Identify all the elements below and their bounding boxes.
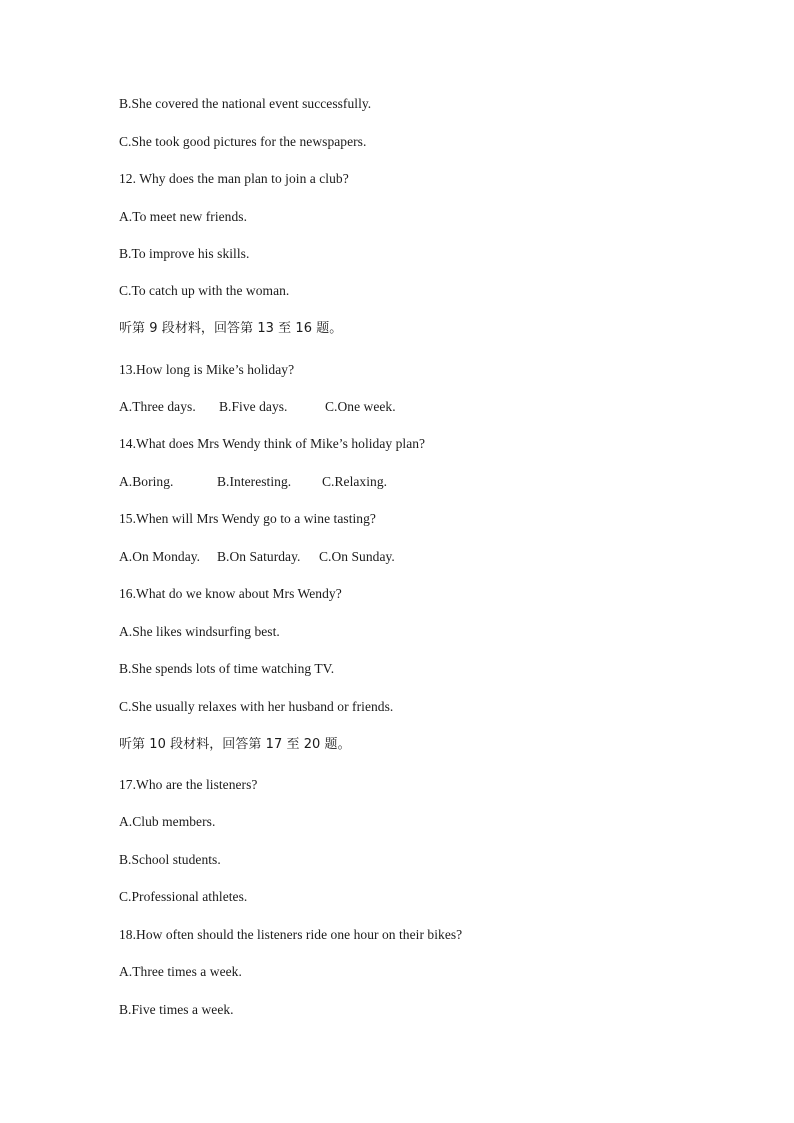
q13-option-c: C.One week. bbox=[325, 399, 396, 414]
q13-option-b: B.Five days. bbox=[219, 399, 288, 414]
q12-option-c: C.To catch up with the woman. bbox=[119, 283, 290, 298]
q12-option-a: A.To meet new friends. bbox=[119, 209, 247, 224]
q11-option-b: B.She covered the national event successfully. bbox=[119, 96, 372, 111]
q14-options bbox=[119, 473, 387, 491]
q14-option-a: A.Boring. bbox=[119, 474, 174, 489]
section-9-instruction: 听第 9 段材料，回答第 13 至 16 题。 bbox=[119, 321, 343, 336]
q18-option-b: B.Five times a week. bbox=[119, 1002, 234, 1017]
q17-question: 17.Who are the listeners? bbox=[119, 777, 258, 792]
q16-option-a: A.She likes windsurfing best. bbox=[119, 624, 280, 639]
q12-question: 12. Why does the man plan to join a club? bbox=[119, 171, 349, 186]
q18-option-a: A.Three times a week. bbox=[119, 964, 242, 979]
q17-option-c: C.Professional athletes. bbox=[119, 889, 248, 904]
q17-option-b: B.School students. bbox=[119, 852, 221, 867]
q17-option-a: A.Club members. bbox=[119, 814, 216, 829]
section-10-instruction: 听第 10 段材料，回答第 17 至 20 题。 bbox=[119, 737, 351, 752]
q14-question: 14.What does Mrs Wendy think of Mike’s holiday plan? bbox=[119, 436, 426, 451]
q13-question: 13.How long is Mike’s holiday? bbox=[119, 362, 295, 377]
q15-option-b: B.On Saturday. bbox=[217, 549, 301, 564]
q14-option-c: C.Relaxing. bbox=[322, 474, 388, 489]
q13-option-a: A.Three days. bbox=[119, 399, 196, 414]
q15-question: 15.When will Mrs Wendy go to a wine tasting? bbox=[119, 511, 376, 526]
q16-option-c: C.She usually relaxes with her husband or friends. bbox=[119, 699, 394, 714]
q18-question: 18.How often should the listeners ride one hour on their bikes? bbox=[119, 927, 463, 942]
q15-option-c: C.On Sunday. bbox=[319, 549, 395, 564]
q12-option-b: B.To improve his skills. bbox=[119, 246, 250, 261]
q16-question: 16.What do we know about Mrs Wendy? bbox=[119, 586, 342, 601]
q14-option-b: B.Interesting. bbox=[217, 474, 292, 489]
q11-option-c: C.She took good pictures for the newspapers. bbox=[119, 134, 367, 149]
q15-options bbox=[119, 548, 395, 566]
q13-options bbox=[119, 398, 396, 416]
q16-option-b: B.She spends lots of time watching TV. bbox=[119, 661, 335, 676]
q15-option-a: A.On Monday. bbox=[119, 549, 201, 564]
